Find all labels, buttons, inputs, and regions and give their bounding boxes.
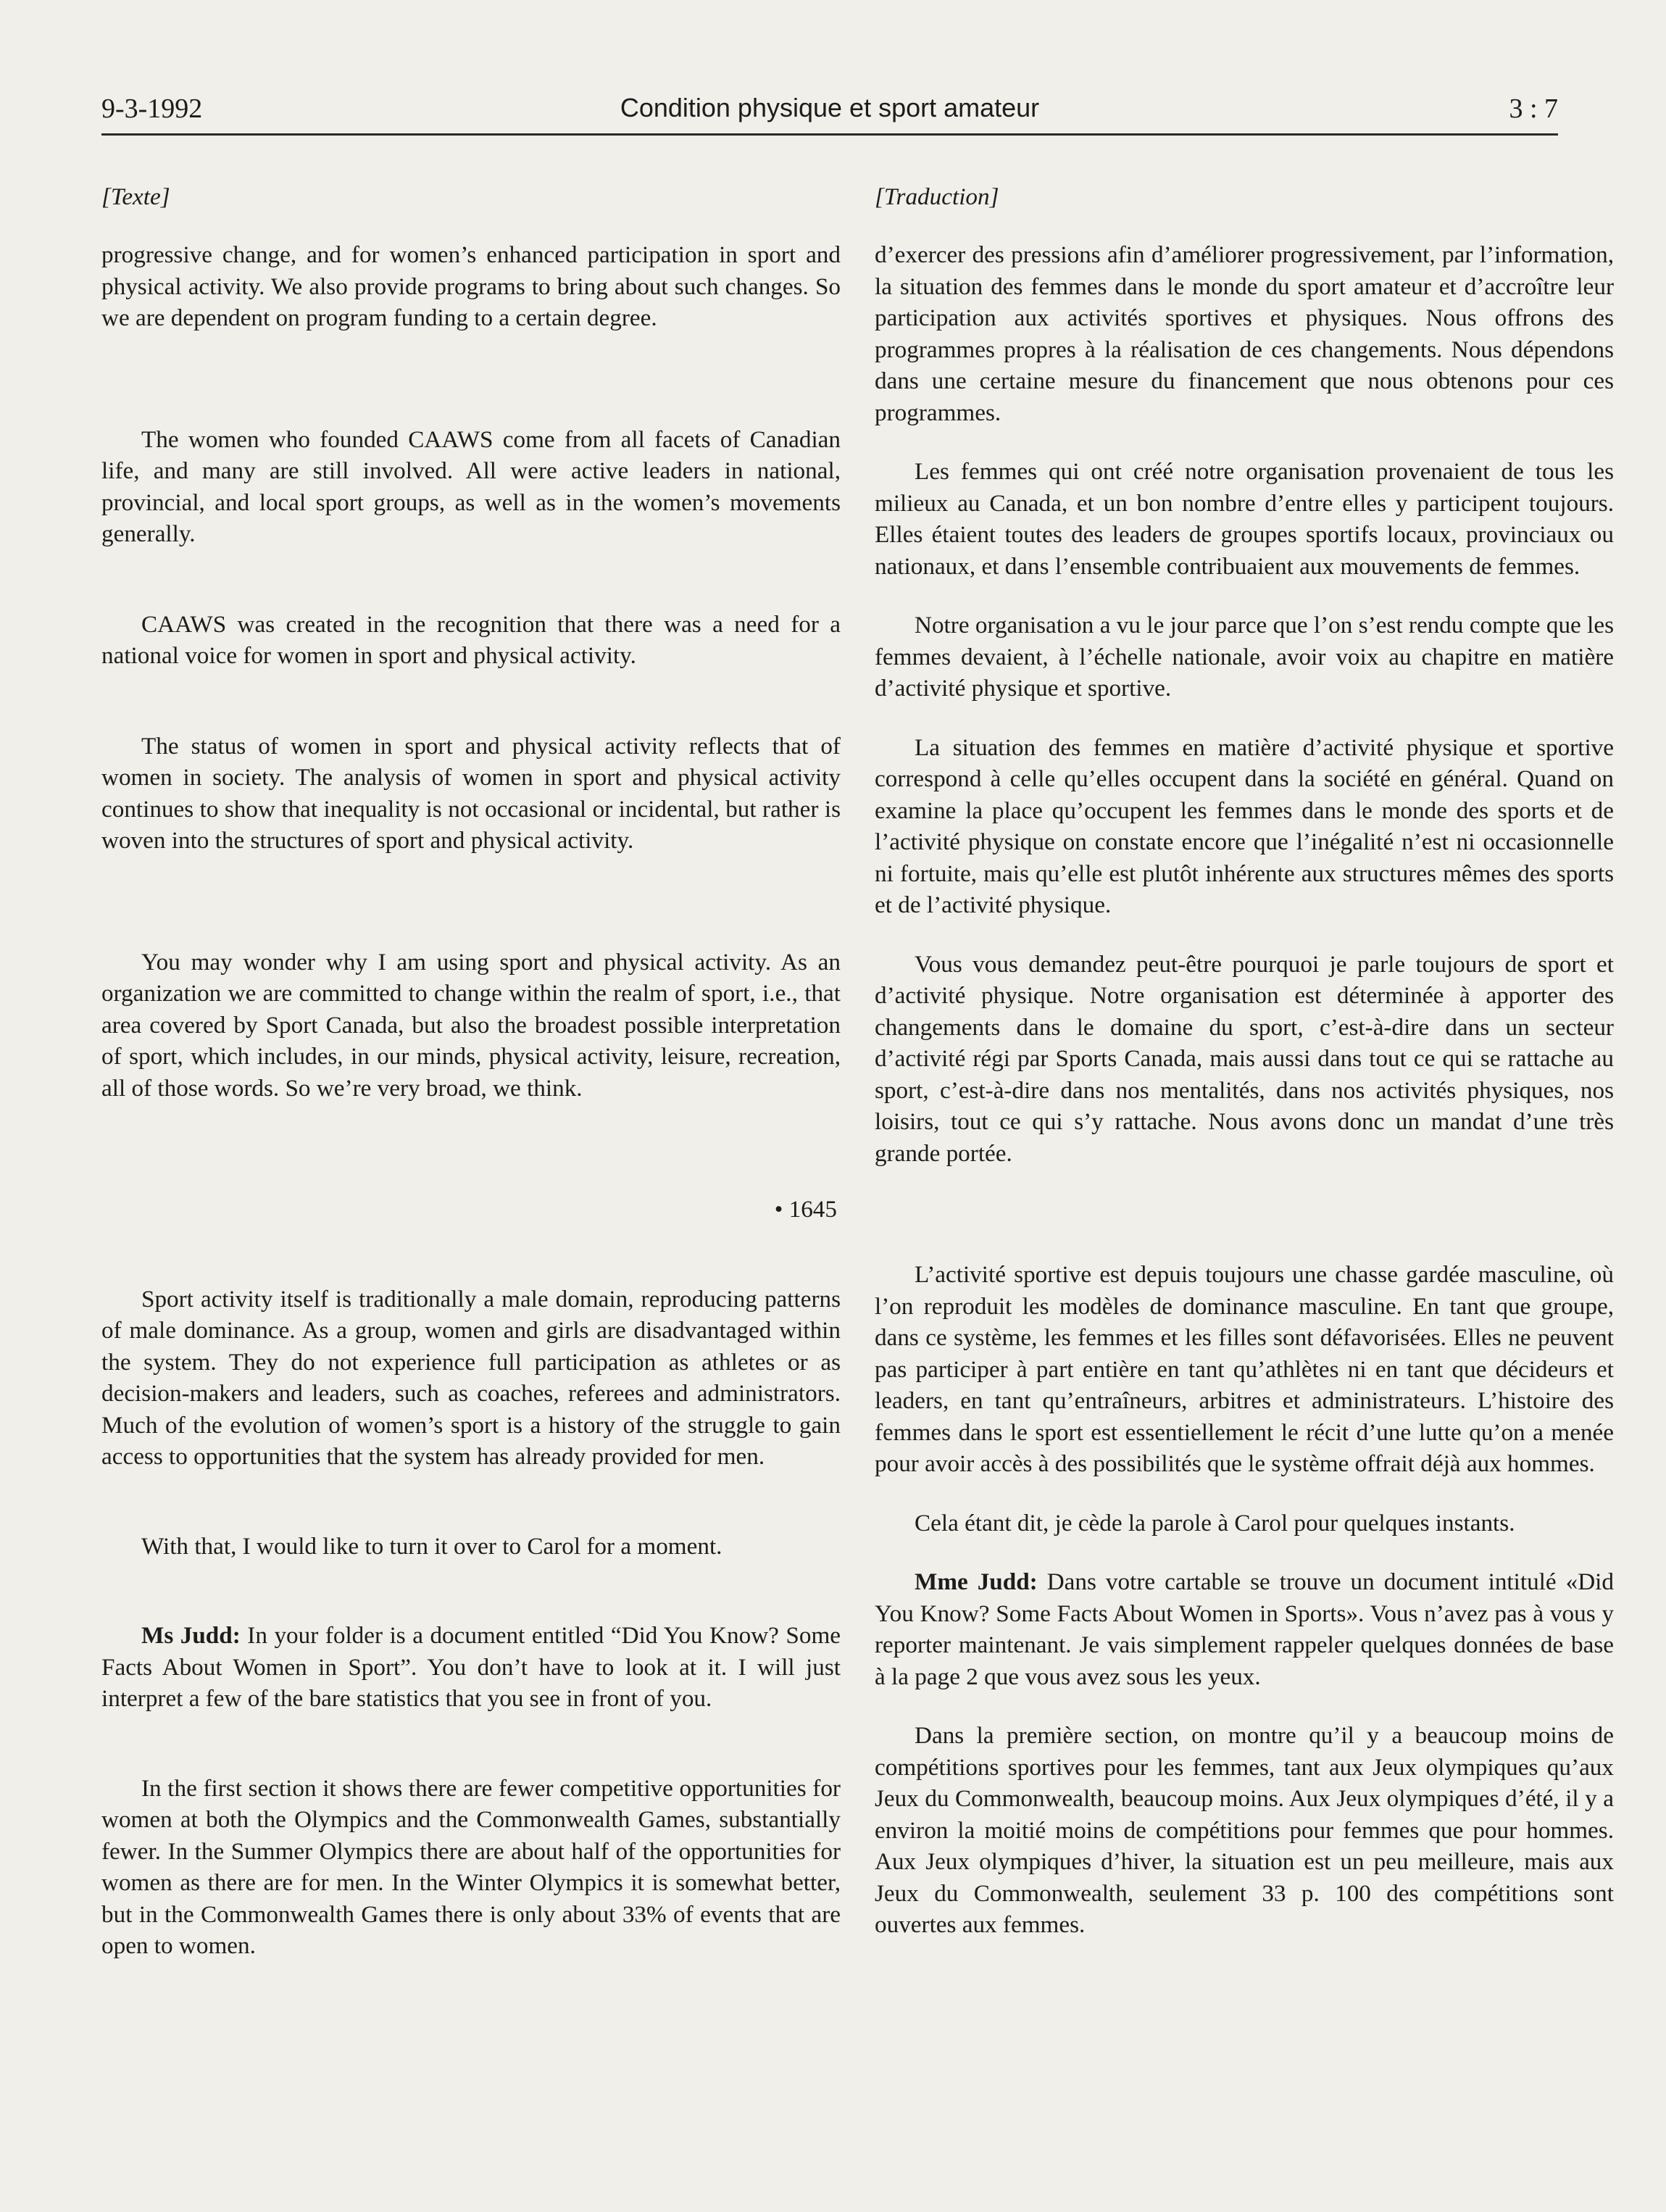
french-column [875, 181, 1614, 1941]
paragraph: progressive change, and for women’s enhanced participation in sport and physical activity. We also provide programs to bring about such changes. So we are dependent on program funding to a certain degree. [101, 241, 841, 331]
paragraph: Cela étant dit, je cède la parole à Carol pour quelques instants. [915, 1509, 1515, 1537]
paragraph: The status of women in sport and physical activity reflects that of women in society. The analysis of women in sport and physical activity continues to show that inequality is not occasional or incidental, but rather is woven into the structures of sport and physical activity. [101, 732, 841, 854]
header-date: 9-3-1992 [101, 93, 203, 124]
paragraph: Ms Judd: In your folder is a document entitled “Did You Know? Some Facts About Women in Sport”. You don’t have to look at it. I will just interpret a few of the bare statistics that you see in front of you. [101, 1622, 841, 1712]
paragraph: La situation des femmes en matière d’activité physique et sportive correspond à celle qu’elles occupent dans la société en général. Quand on examine la place qu’occupent les femmes dans le monde des sports et de l’activité physique on constate encore que l’inégalité n’est ni occasionnelle ni fortuite, mais qu’elle est plutôt inhérente aux structures mêmes des sports et de l’activité physique. [875, 733, 1614, 918]
time-marker: • 1645 [774, 1196, 837, 1223]
header-page-number: 3 : 7 [1509, 93, 1558, 124]
paragraph: Mme Judd: Dans votre cartable se trouve un document intitulé «Did You Know? Some Facts About Women in Sports». Vous n’avez pas à vous y reporter maintenant. Je vais simplement rappeler quelques données de base à la page 2 que vous avez sous les yeux. [875, 1568, 1614, 1690]
english-column-heading: [Texte] [101, 183, 170, 210]
paragraph: In the first section it shows there are fewer competitive opportunities for women at both the Olympics and the Commonwealth Games, substantially fewer. In the Summer Olympics there are about half of the opportunities for women as there are for men. In the Winter Olympics it is somewhat better, but in the Commonwealth Games there is only about 33% of events that are open to women. [101, 1774, 841, 1959]
paragraph: Vous vous demandez peut-être pourquoi je parle toujours de sport et d’activité physique. Notre organisation est déterminée à apporter des changements dans le domaine du sport, c’est-à-dire dans un secteur d’activité régi par Sports Canada, mais aussi dans tout ce qui se rattache au sport, c’est-à-dire dans nos mentalités, dans nos activités physiques, nos loisirs, tout ce qui s’y rattache. Nous avons donc un mandat d’une très grande portée. [875, 950, 1614, 1167]
speaker-name: Mme Judd: [915, 1568, 1038, 1595]
paragraph: Les femmes qui ont créé notre organisation provenaient de tous les milieux au Canada, et un bon nombre d’entre elles y participent toujours. Elles étaient toutes des leaders de groupes sportifs locaux, provinciaux ou nationaux, et dans l’ensemble contribuaient aux mouvements de femmes. [875, 458, 1614, 580]
paragraph: Sport activity itself is traditionally a male domain, reproducing patterns of male dominance. As a group, women and girls are disadvantaged within the system. They do not experience full participation as athletes or as decision-makers and leaders, such as coaches, referees and administrators. Much of the evolution of women’s sport is a history of the struggle to gain access to opportunities that the system has already provided for men. [101, 1285, 841, 1470]
paragraph: You may wonder why I am using sport and physical activity. As an organization we are committed to change within the realm of sport, i.e., that area covered by Sport Canada, but also the broadest possible interpretation of sport, which includes, in our minds, physical activity, leisure, recreation, all of those words. So we’re very broad, we think. [101, 948, 841, 1102]
english-column [101, 181, 841, 1962]
paragraph: L’activité sportive est depuis toujours une chasse gardée masculine, où l’on reproduit les modèles de dominance masculine. En tant que groupe, dans ce système, les femmes et les filles sont défavorisées. Elles ne peuvent pas participer à part entière en tant qu’athlètes ni en tant que décideurs et leaders, en tant qu’entraîneurs, arbitres et administrateurs. L’histoire des femmes dans le sport est essentiellement le récit d’une lutte qu’on a menée pour avoir accès à des possibilités que le système offrait déjà aux hommes. [875, 1261, 1614, 1477]
paragraph: Dans la première section, on montre qu’il y a beaucoup moins de compétitions sportives pour les femmes, tant aux Jeux olympiques qu’aux Jeux du Commonwealth, beaucoup moins. Aux Jeux olympiques d’été, il y a environ la moitié moins de compétitions pour femmes que pour hommes. Aux Jeux olympiques d’hiver, la situation est un peu meilleure, mais aux Jeux du Commonwealth, seulement 33 p. 100 des compétitions sont ouvertes aux femmes. [875, 1722, 1614, 1938]
paragraph: The women who founded CAAWS come from all facets of Canadian life, and many are still involved. All were active leaders in national, provincial, and local sport groups, as well as in the women’s movements generally. [101, 425, 841, 547]
french-column-heading: [Traduction] [875, 183, 999, 210]
paragraph: Notre organisation a vu le jour parce que l’on s’est rendu compte que les femmes devaient, à l’échelle nationale, avoir voix au chapitre en matière d’activité physique et sportive. [875, 612, 1614, 702]
running-head [101, 93, 1558, 136]
paragraph: CAAWS was created in the recognition that there was a need for a national voice for women in sport and physical activity. [101, 610, 841, 669]
paragraph: d’exercer des pressions afin d’améliorer progressivement, par l’information, la situation des femmes dans le monde du sport amateur et d’accroître leur participation aux activités sportives et physiques. Nous offrons des programmes propres à la réalisation de ces changements. Nous dépendons dans une certaine mesure du financement que nous obtenons pour ces programmes. [875, 241, 1614, 426]
paragraph: With that, I would like to turn it over to Carol for a moment. [141, 1532, 722, 1560]
header-title: Condition physique et sport amateur [620, 93, 1040, 122]
speaker-name: Ms Judd: [141, 1622, 241, 1649]
